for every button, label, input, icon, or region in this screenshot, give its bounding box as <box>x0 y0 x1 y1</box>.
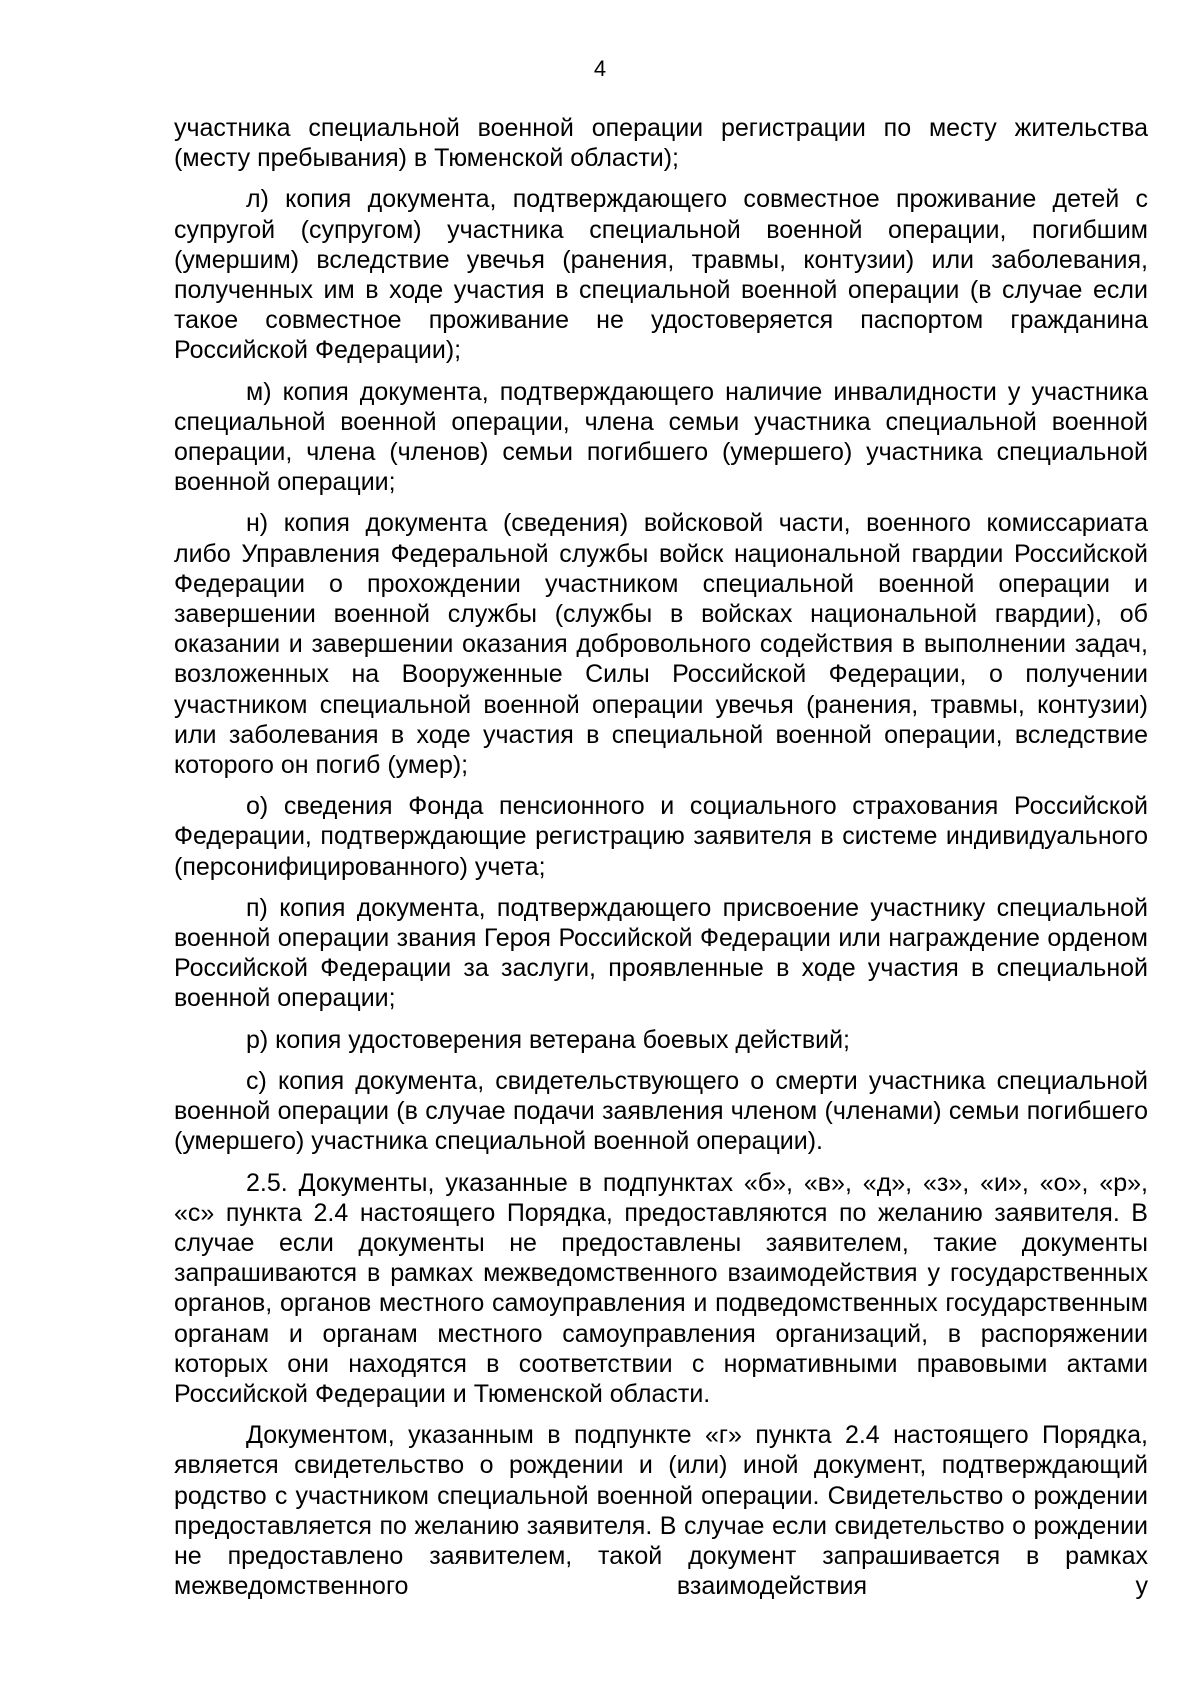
paragraph-item-p: п) копия документа, подтверждающего присвоение участнику специальной военной операции звания Героя Российской Федерации или награждение орденом Российской Федерации за заслуги, проявленные в ходе участия в специальной военной операции; <box>174 893 1148 1013</box>
paragraph-document-g: Документом, указанным в подпункте «г» пункта 2.4 настоящего Порядка, является свидетельство о рождении и (или) иной документ, подтверждающий родство с участником специальной военной операции. Свидетельство о рождении предоставляется по желанию заявителя. В случае если свидетельство о рождении не предоставлено заявителем, такой документ запрашивается в рамках межведомственного взаимодействия у <box>174 1421 1148 1601</box>
document-body <box>174 113 1148 1612</box>
paragraph-item-r: р) копия удостоверения ветерана боевых действий; <box>246 1025 850 1054</box>
paragraph-item-m: м) копия документа, подтверждающего наличие инвалидности у участника специальной военной операции, члена семьи участника специальной военной операции, члена (членов) семьи погибшего (умершего) участника специальной военной операции; <box>174 377 1148 497</box>
paragraph-continuation: участника специальной военной операции регистрации по месту жительства (месту пребывания) в Тюменской области); <box>174 114 1148 173</box>
paragraph-section-2-5: 2.5. Документы, указанные в подпунктах «б», «в», «д», «з», «и», «о», «р», «с» пункта 2.4 настоящего Порядка, предоставляются по желанию заявителя. В случае если документы не предоставлены заявителем, такие документы запрашиваются в рамках межведомственного взаимодействия у государственных органов, органов местного самоуправления и подведомственных государственным органам и органам местного самоуправления организаций, в распоряжении которых они находятся в соответствии с нормативными правовыми актами Российской Федерации и Тюменской области. <box>174 1168 1148 1408</box>
paragraph-item-n: н) копия документа (сведения) войсковой части, военного комиссариата либо Управления Федеральной службы войск национальной гвардии Российской Федерации о прохождении участником специальной военной операции и завершении военной службы (службы в войсках национальной гвардии), об оказании и завершении оказания добровольного содействия в выполнении задач, возложенных на Вооруженные Силы Российской Федерации, о получении участником специальной военной операции увечья (ранения, травмы, контузии) или заболевания в ходе участия в специальной военной операции, вследствие которого он погиб (умер); <box>174 509 1148 780</box>
paragraph-item-o: о) сведения Фонда пенсионного и социального страхования Российской Федерации, подтверждающие регистрацию заявителя в системе индивидуального (персонифицированного) учета; <box>174 792 1148 881</box>
page-number: 4 <box>593 56 607 81</box>
paragraph-item-l: л) копия документа, подтверждающего совместное проживание детей с супругой (супругом) участника специальной военной операции, погибшим (умершим) вследствие увечья (ранения, травмы, контузии) или заболевания, полученных им в ходе участия в специальной военной операции (в случае если такое совместное проживание не удостоверяется паспортом гражданина Российской Федерации); <box>174 185 1148 365</box>
paragraph-item-s: с) копия документа, свидетельствующего о смерти участника специальной военной операции (в случае подачи заявления членом (членами) семьи погибшего (умершего) участника специальной военной операции). <box>174 1066 1148 1156</box>
